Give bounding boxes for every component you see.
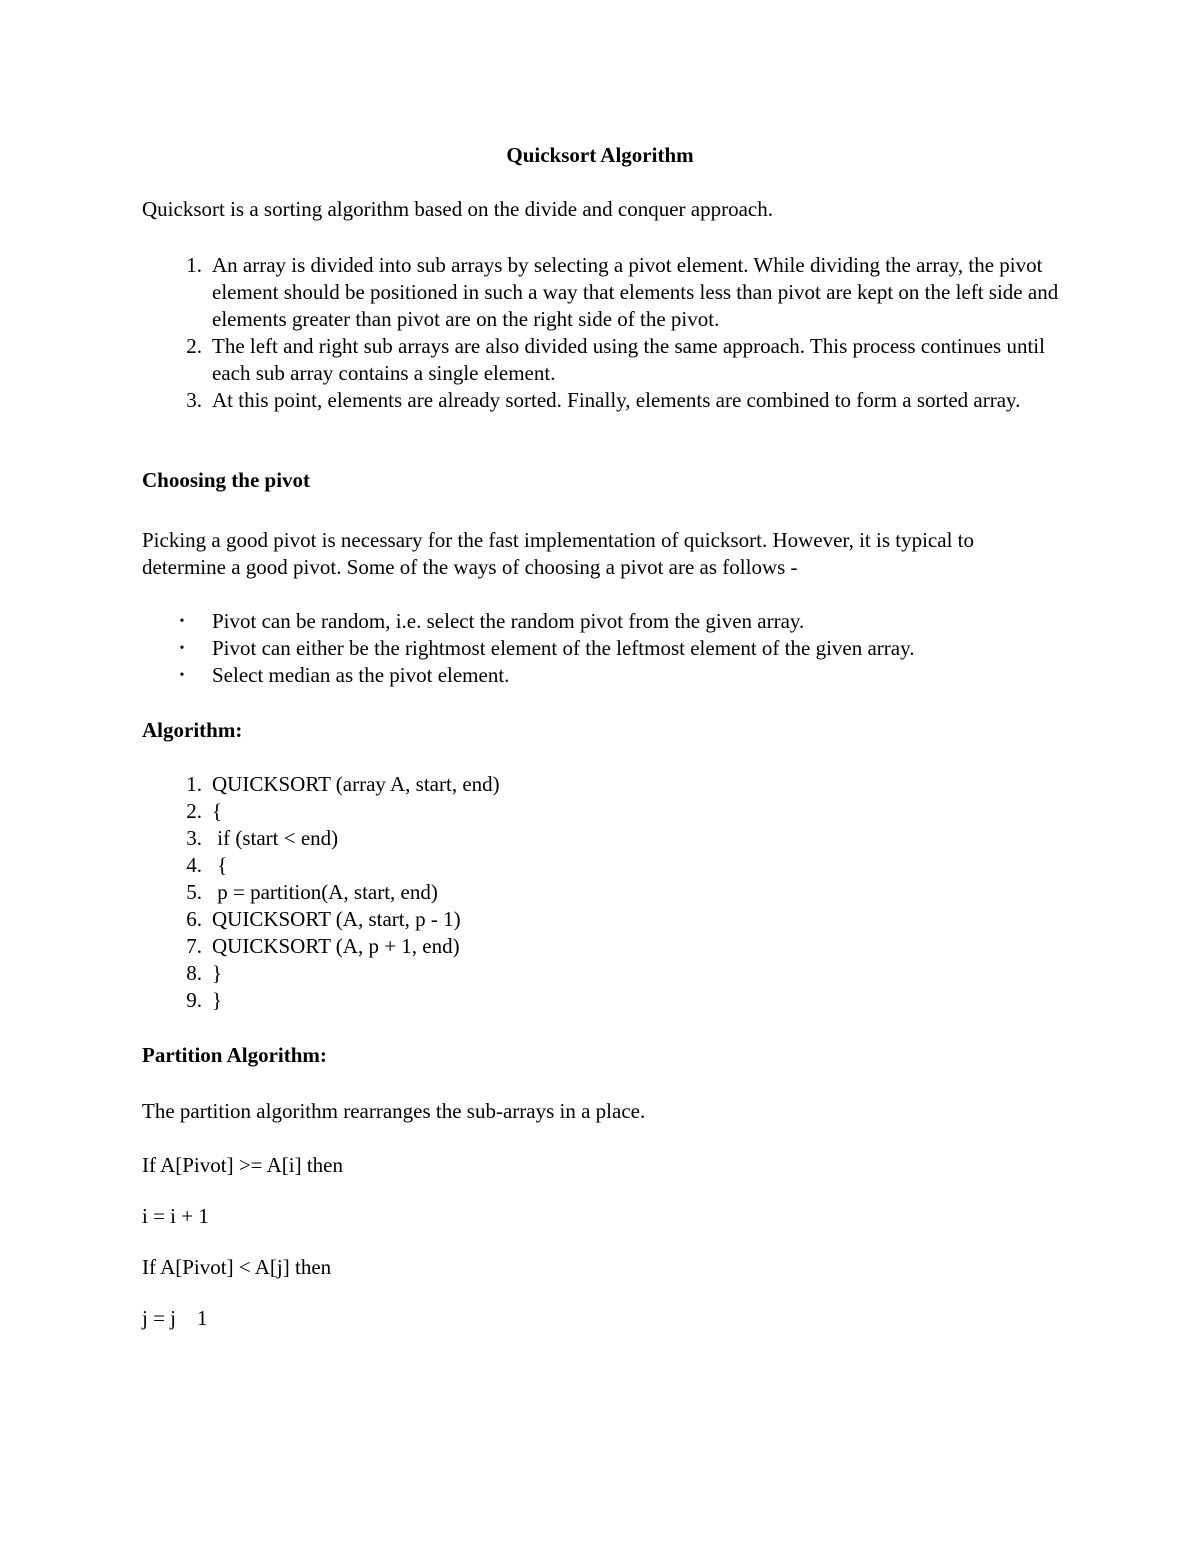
section-heading-algorithm: Algorithm: xyxy=(142,718,243,742)
line-number: 8. xyxy=(186,961,202,985)
code-text: } xyxy=(212,988,223,1012)
code-text: { xyxy=(212,799,223,823)
bullet-icon: • xyxy=(179,614,185,629)
code-line xyxy=(142,933,1062,960)
line-number: 7. xyxy=(186,934,202,958)
partition-line: i = i + 1 xyxy=(142,1204,209,1228)
list-item xyxy=(142,608,1062,635)
list-item-text: Pivot can either be the rightmost element of the leftmost element of the given array. xyxy=(212,636,915,660)
line-number: 9. xyxy=(186,988,202,1012)
line-number: 6. xyxy=(186,907,202,931)
code-line xyxy=(142,879,1062,906)
code-line xyxy=(142,960,1062,987)
algorithm-list xyxy=(142,771,1062,1014)
partition-intro: The partition algorithm rearranges the sub-arrays in a place. xyxy=(142,1099,646,1123)
list-item xyxy=(142,635,1062,662)
list-number: 2. xyxy=(186,334,202,358)
list-item xyxy=(142,662,1062,689)
code-line xyxy=(142,771,1062,798)
list-number: 1. xyxy=(186,253,202,277)
partition-line: j = j 1 xyxy=(142,1306,208,1330)
section-heading-pivot: Choosing the pivot xyxy=(142,468,311,492)
code-line xyxy=(142,852,1062,879)
code-text: } xyxy=(212,961,223,985)
line-number: 5. xyxy=(186,880,202,904)
pivot-paragraph: Picking a good pivot is necessary for the fast implementation of quicksort. However, it is typical to determine a good pivot. Some of the ways of choosing a pivot are as follows - xyxy=(142,528,974,579)
line-number: 2. xyxy=(186,799,202,823)
page-title: Quicksort Algorithm xyxy=(506,143,694,167)
partition-line: If A[Pivot] < A[j] then xyxy=(142,1255,332,1279)
pivot-bullet-list xyxy=(142,608,1062,689)
code-text: { xyxy=(212,853,228,877)
bullet-icon: • xyxy=(179,668,185,683)
code-line xyxy=(142,987,1062,1014)
line-number: 1. xyxy=(186,772,202,796)
line-number: 4. xyxy=(186,853,202,877)
list-item-text: The left and right sub arrays are also divided using the same approach. This process continues until each sub array contains a single element. xyxy=(212,334,1045,385)
code-text: QUICKSORT (array A, start, end) xyxy=(212,772,500,796)
code-line xyxy=(142,798,1062,825)
code-text: QUICKSORT (A, start, p - 1) xyxy=(212,907,461,931)
code-line xyxy=(142,825,1062,852)
list-item xyxy=(142,252,1062,333)
list-item xyxy=(142,387,1062,414)
list-item-text: Pivot can be random, i.e. select the random pivot from the given array. xyxy=(212,609,805,633)
section-heading-partition: Partition Algorithm: xyxy=(142,1043,327,1067)
line-number: 3. xyxy=(186,826,202,850)
bullet-icon: • xyxy=(179,641,185,656)
intro-paragraph: Quicksort is a sorting algorithm based on the divide and conquer approach. xyxy=(142,197,774,221)
list-item-text: An array is divided into sub arrays by selecting a pivot element. While dividing the array, the pivot element should be positioned in such a way that elements less than pivot are kept on the left side and elements greater than pivot are on the right side of the pivot. xyxy=(212,253,1059,331)
partition-line: If A[Pivot] >= A[i] then xyxy=(142,1153,343,1177)
code-line xyxy=(142,906,1062,933)
list-number: 3. xyxy=(186,388,202,412)
steps-list xyxy=(142,252,1062,414)
list-item xyxy=(142,333,1062,387)
code-text: QUICKSORT (A, p + 1, end) xyxy=(212,934,460,958)
code-text: if (start < end) xyxy=(212,826,339,850)
list-item-text: At this point, elements are already sorted. Finally, elements are combined to form a sorted array. xyxy=(212,388,1021,412)
code-text: p = partition(A, start, end) xyxy=(212,880,438,904)
list-item-text: Select median as the pivot element. xyxy=(212,663,510,687)
